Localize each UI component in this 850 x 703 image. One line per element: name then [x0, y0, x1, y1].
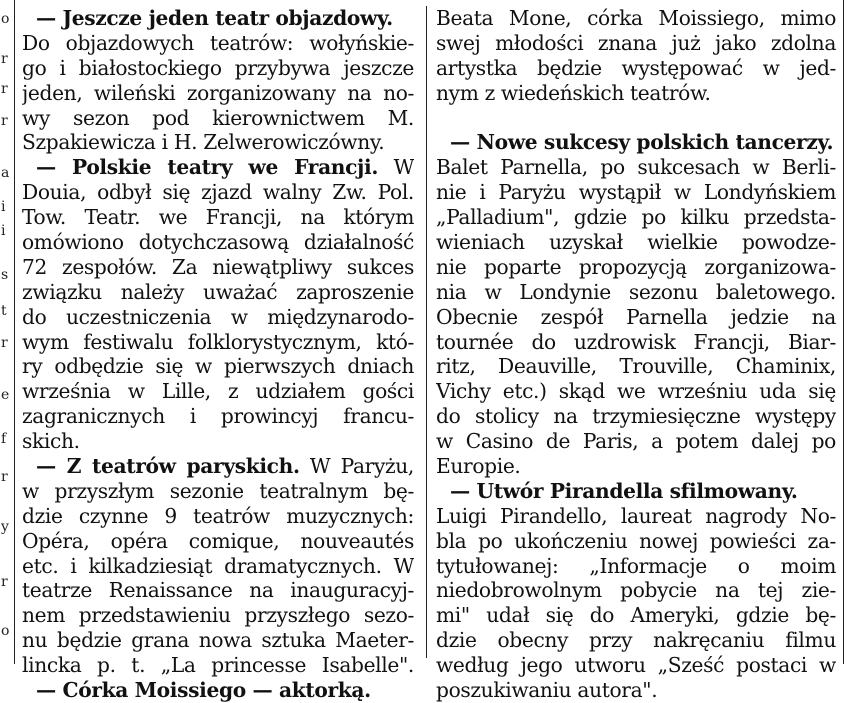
margin-fragment: i — [1, 199, 6, 215]
article-text: Douia, odbył się zjazd walny Zw. Pol. — [22, 180, 414, 205]
article-text: Vichy etc.) skąd we wrześniu uda się — [436, 379, 836, 404]
article-text: Luigi Pirandello, laureat nagrody No- — [436, 503, 836, 528]
article-text: skich. — [22, 429, 80, 454]
article-text: dzie czynne 9 teatrów muzycznych: — [22, 503, 414, 528]
margin-fragment: s — [1, 267, 9, 283]
article-text-line — [22, 130, 414, 155]
article-text: poszukiwaniu autora". — [436, 678, 658, 703]
article-text-line — [22, 56, 414, 81]
article-text-line — [22, 429, 414, 454]
article-text-line — [22, 330, 414, 355]
article-text-line — [436, 653, 836, 678]
article-text-line — [22, 479, 414, 504]
article-text: Opéra, opéra comique, nouveautés — [22, 528, 414, 553]
article-text: W — [378, 155, 414, 180]
margin-fragment: t — [1, 303, 7, 319]
right-column — [436, 6, 836, 703]
article-text: etc. i kilkadziesiąt dramatycznych. W — [22, 553, 414, 578]
article-text-line — [22, 603, 414, 628]
article-text-line — [436, 578, 836, 603]
article-text: Tow. Teatr. we Francji, na którym — [22, 205, 414, 230]
article-text-line — [22, 504, 414, 529]
article-text: go i białostockiego przybywa jeszcze — [22, 55, 414, 80]
article-text-line — [436, 155, 836, 180]
article-text-line — [436, 354, 836, 379]
margin-fragment: e — [1, 387, 10, 403]
article-text-line — [436, 404, 836, 429]
article-text: Balet Parnella, po sukcesach w Berli- — [436, 155, 836, 180]
article-text-line — [436, 205, 836, 230]
article-text: związku należy uważać zaproszenie — [22, 279, 414, 304]
article-text-line — [22, 305, 414, 330]
right-margin-strip — [843, 0, 850, 664]
article-text: do stolicy na trzymiesięczne występy — [436, 404, 836, 429]
article-text: Do objazdowych teatrów: wołyńskie- — [22, 30, 414, 55]
article-text: omówiono dotychczasową działalność — [22, 230, 414, 255]
article-text: nia w Londynie sezonu baletowego. — [436, 279, 836, 304]
article-text: ry odbędzie się w pierwszych dniach — [22, 354, 414, 379]
article-text: do uczestniczenia w międzynarodo- — [22, 304, 414, 329]
article-headline: — Z teatrów paryskich. — [36, 454, 300, 479]
article-text: nu będzie grana nowa sztuka Maeter- — [22, 628, 414, 653]
article-text: tytułowanej: „Informacje o moim — [436, 553, 836, 578]
article-text-line — [436, 6, 836, 31]
article-text: wy sezon pod kierownictwem M. — [22, 105, 414, 130]
margin-fragment: r — [1, 335, 8, 351]
margin-fragment: r — [1, 574, 8, 590]
left-column — [22, 6, 414, 703]
margin-fragment: a — [1, 165, 10, 181]
article-text: artystka będzie występować w jed- — [436, 55, 836, 80]
article-text-line — [436, 603, 836, 628]
margin-fragment: r — [1, 51, 8, 67]
article-text: ritz, Deauville, Trouville, Chaminix, — [436, 354, 836, 379]
article-headline-line — [22, 678, 414, 703]
article-text-line — [436, 504, 836, 529]
article-text: września w Lille, z udziałem gości — [22, 379, 414, 404]
article-text-line — [22, 255, 414, 280]
article-headline-line — [436, 130, 836, 155]
article-text-line — [436, 180, 836, 205]
margin-fragment: r — [1, 469, 8, 485]
article-text-line — [22, 106, 414, 131]
article-text: 72 zespołów. Za niewątpliwy sukces — [22, 254, 414, 279]
article-text: dzie obecny przy nakręcaniu filmu — [436, 628, 836, 653]
article-text: lincka p. t. „La princesse Isabelle". — [22, 653, 414, 678]
article-text-line — [436, 106, 836, 131]
article-headline: — Polskie teatry we Francji. — [36, 155, 379, 180]
margin-fragment: y — [1, 519, 9, 535]
article-text-line — [436, 330, 836, 355]
article-text: niedobrowolnym pobycie na tej zie- — [436, 578, 836, 603]
article-text: swej młodości znana już jako zdolna — [436, 30, 836, 55]
article-text: teatrze Renaissance na inauguracyj- — [22, 578, 414, 603]
margin-fragment: f — [1, 431, 7, 447]
article-text: tournée do uzdrowisk Francji, Biar- — [436, 329, 836, 354]
article-text: bla po ukończeniu nowej powieści za- — [436, 528, 836, 553]
article-text-line — [22, 529, 414, 554]
article-text-line — [436, 454, 836, 479]
article-text-line — [22, 554, 414, 579]
margin-fragment: r — [1, 113, 8, 129]
margin-fragment: o — [1, 11, 10, 27]
margin-fragment: r — [1, 81, 8, 97]
article-text-line — [436, 230, 836, 255]
left-margin-strip — [0, 0, 15, 664]
margin-fragment: o — [1, 623, 10, 639]
article-headline-line — [22, 155, 414, 180]
article-headline: — Utwór Pirandella sfilmowany. — [450, 478, 798, 503]
article-text-line — [22, 379, 414, 404]
article-text-line — [436, 554, 836, 579]
article-text: „Palladium", gdzie po kilku przedsta- — [436, 205, 836, 230]
article-text-line — [22, 31, 414, 56]
article-text-line — [436, 678, 836, 703]
column-divider — [426, 6, 427, 658]
article-text-line — [22, 354, 414, 379]
article-text: zagranicznych i prowincyj francu- — [22, 404, 414, 429]
article-text: w przyszłym sezonie teatralnym bę- — [22, 478, 414, 503]
article-text: nie i Paryżu wystąpił w Londyńskiem — [436, 180, 836, 205]
article-text-line — [436, 56, 836, 81]
article-text: W Paryżu, — [299, 454, 414, 479]
article-text-line — [22, 230, 414, 255]
article-text-line — [436, 529, 836, 554]
article-text: wieniach uzyskał wielkie powodze- — [436, 230, 836, 255]
article-headline-line — [22, 454, 414, 479]
article-text-line — [436, 379, 836, 404]
article-text: w Casino de Paris, a potem dalej po — [436, 429, 836, 454]
article-text: Obecnie zespół Parnella jedzie na — [436, 304, 836, 329]
article-headline: — Jeszcze jeden teatr objazdowy. — [36, 6, 393, 30]
article-headline: — Córka Moissiego — aktorką. — [36, 678, 371, 703]
article-text-line — [436, 628, 836, 653]
margin-fragment: i — [1, 223, 6, 239]
article-text-line — [22, 578, 414, 603]
article-text-line — [436, 280, 836, 305]
article-text: nem przedstawieniu przyszłego sezo- — [22, 603, 414, 628]
article-text-line — [22, 280, 414, 305]
article-text-line — [22, 205, 414, 230]
article-text-line — [436, 255, 836, 280]
article-text: Europie. — [436, 454, 521, 479]
article-text: według jego utworu „Sześć postaci w — [436, 653, 836, 678]
article-headline: — Nowe sukcesy polskich tancerzy. — [450, 130, 834, 155]
article-text-line — [22, 653, 414, 678]
article-text-line — [22, 628, 414, 653]
article-text-line — [22, 180, 414, 205]
article-text: nym z wiedeńskich teatrów. — [436, 80, 711, 105]
article-text: Beata Mone, córka Moissiego, mimo — [436, 6, 836, 30]
article-text: mi" udał się do Ameryki, gdzie bę- — [436, 603, 836, 628]
article-text-line — [22, 81, 414, 106]
article-headline-line — [22, 6, 414, 31]
article-text: wym festiwalu folklorystycznym, któ- — [22, 329, 414, 354]
article-text-line — [436, 429, 836, 454]
article-text-line — [22, 404, 414, 429]
article-text: Szpakiewicza i H. Zelwerowiczówny. — [22, 130, 385, 155]
article-text: nie poparte propozycją zorganizowa- — [436, 254, 836, 279]
article-text: jeden, wileński zorganizowany na no- — [22, 80, 414, 105]
article-headline-line — [436, 479, 836, 504]
article-text-line — [436, 81, 836, 106]
article-text-line — [436, 31, 836, 56]
article-text-line — [436, 305, 836, 330]
